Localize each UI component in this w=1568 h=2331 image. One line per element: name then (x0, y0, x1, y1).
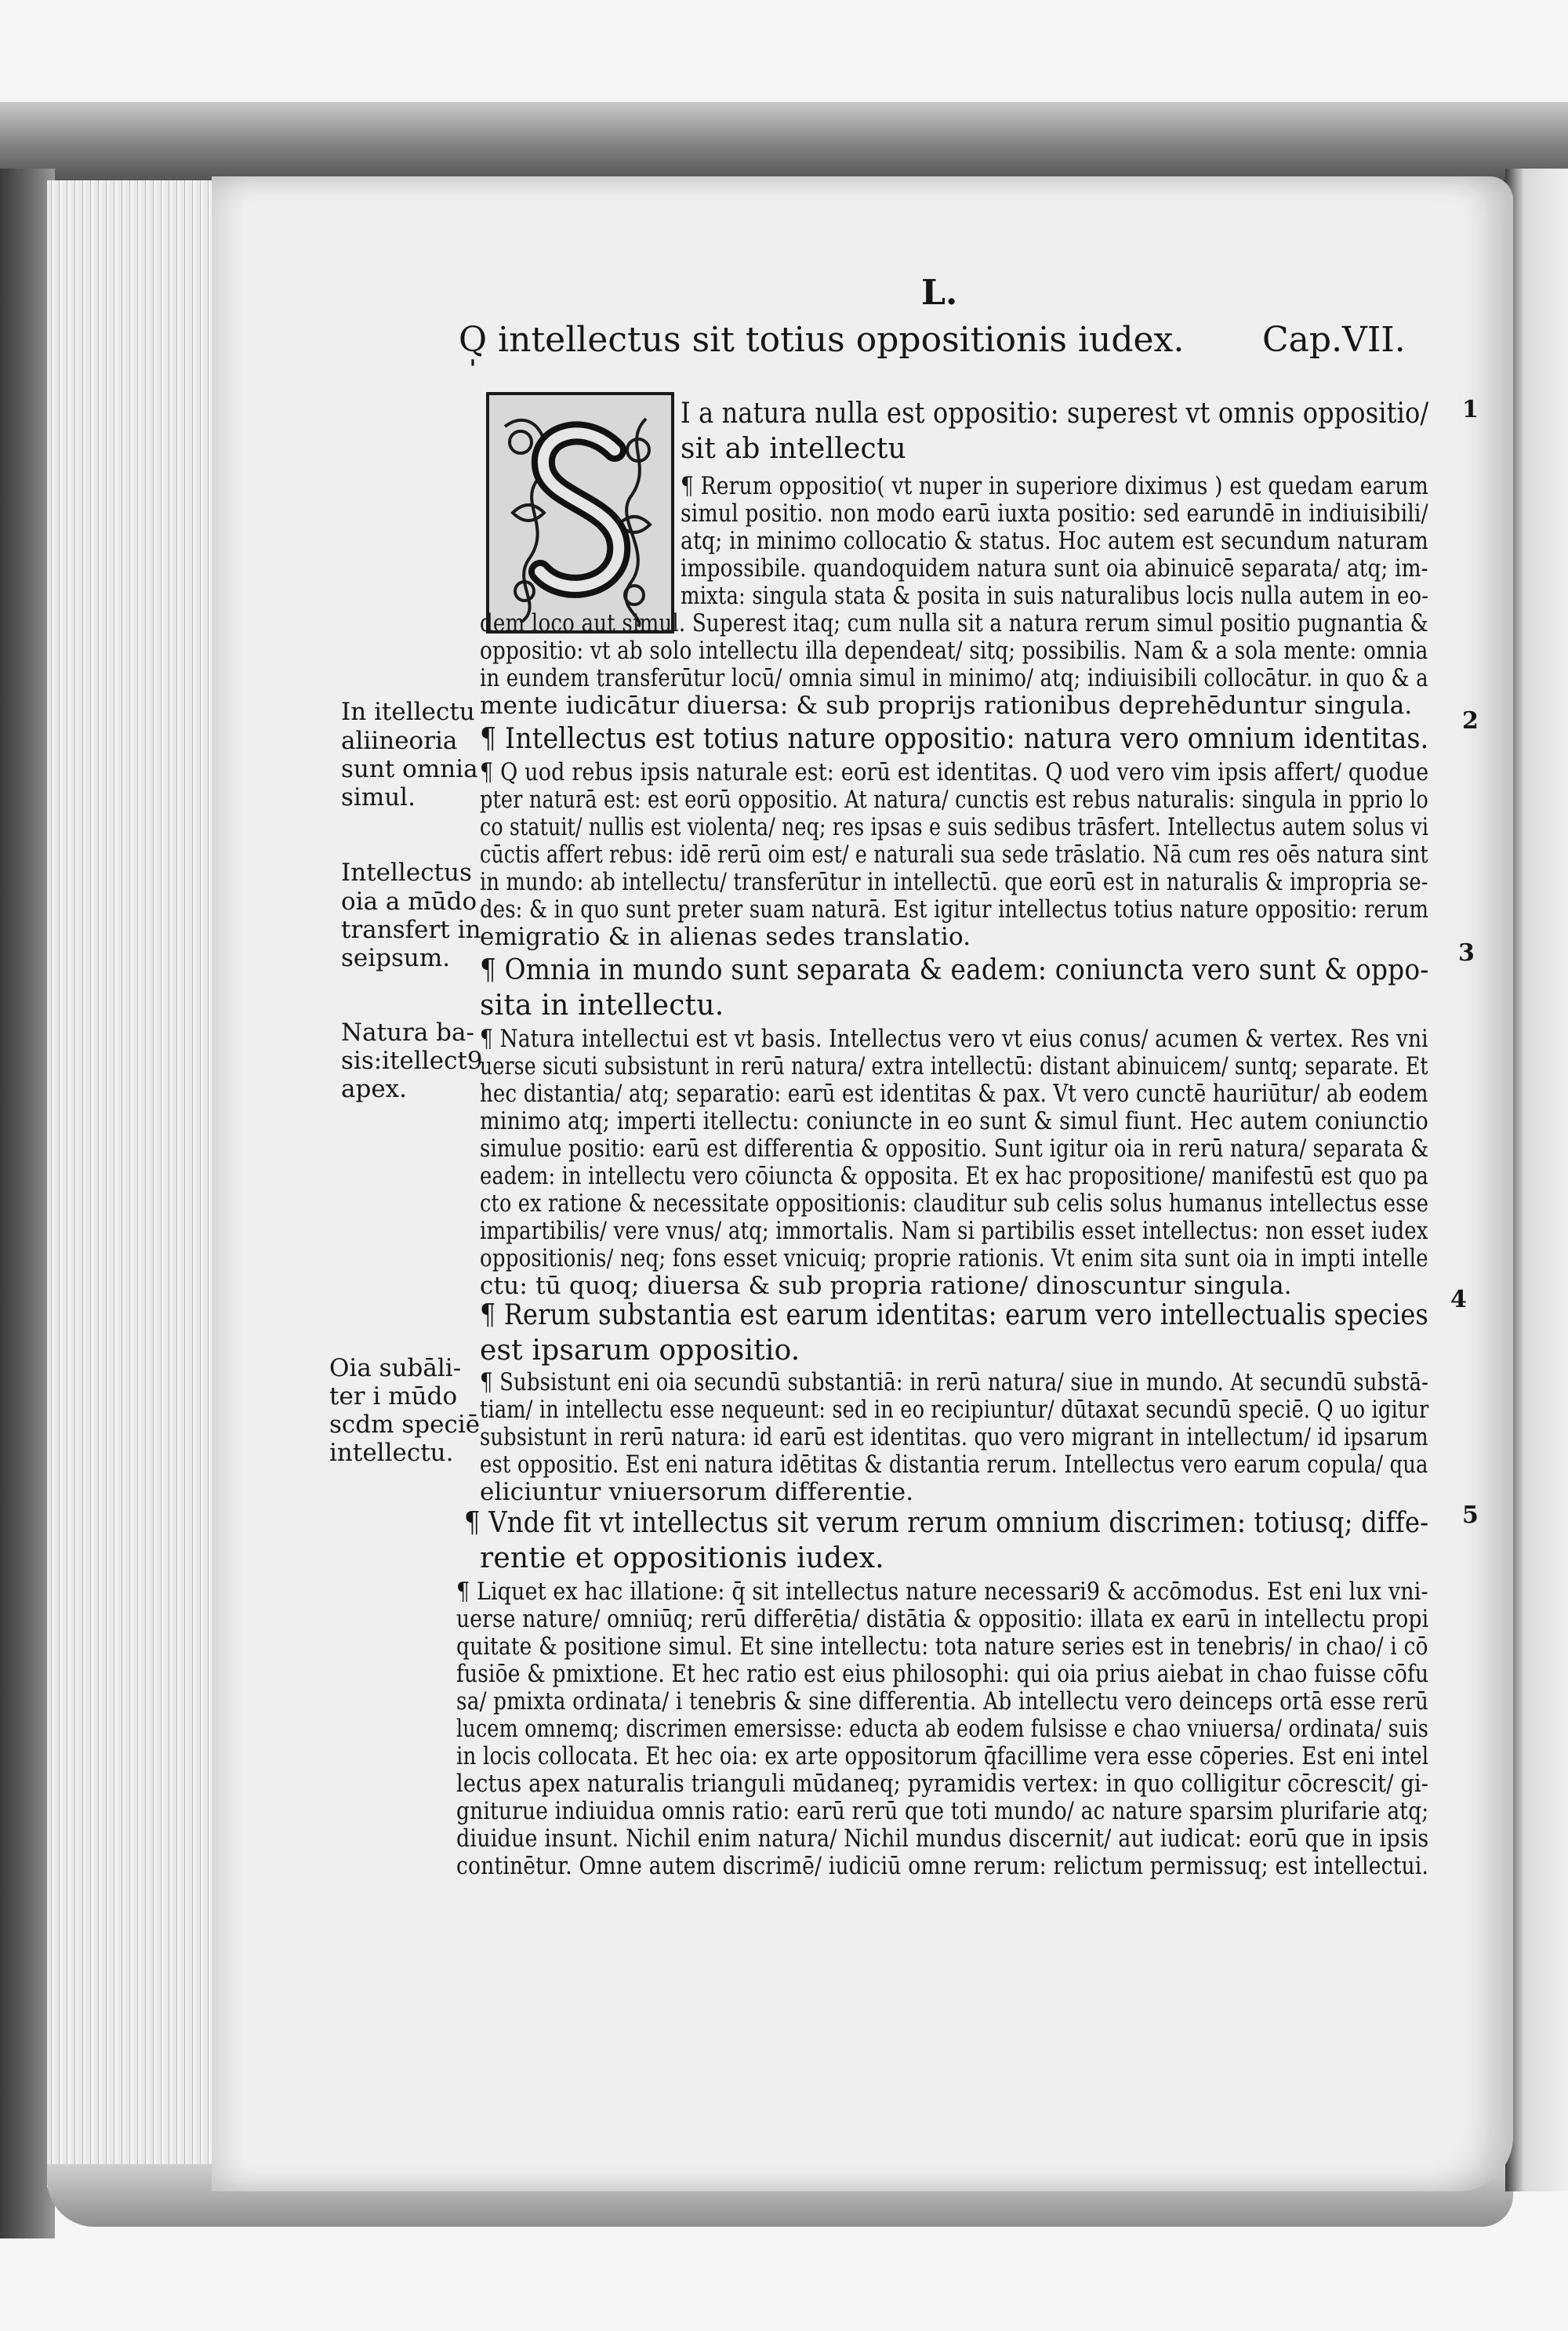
body-line: subsistunt in rerū natura: id earū est identitas. quo vero migrant in intellectum/ id ipsarum (480, 1423, 1428, 1451)
paragraph-number: 1 (1462, 396, 1479, 423)
margin-note-line: Intellectus (341, 859, 472, 887)
body-line: in eundem transferūtur locū/ omnia simul in minimo/ atq; indiuisibili collocātur. in quo & a (480, 664, 1428, 692)
margin-note-line: oia a mūdo (341, 888, 477, 916)
body-line: simul positio. non modo earū iuxta positio: sed earundē in indiuisibili/ (681, 499, 1428, 528)
margin-note-line: Natura ba- (341, 1018, 474, 1047)
paragraph-number: 3 (1458, 939, 1475, 967)
margin-note-line: aliineoria (341, 727, 458, 755)
margin-note-line: sunt omnia (341, 755, 478, 783)
margin-note-line: scdm speciē (329, 1411, 481, 1439)
body-line: oppositio: vt ab solo intellectu illa dependeat/ sitq; possibilis. Nam & a sola mente: omnia (480, 637, 1428, 665)
body-line: cūctis affert rebus: idē rerū oim est/ e naturali sua sede trāslatio. Nā cum res oēs natura sint (480, 841, 1428, 869)
body-line: rentie et oppositionis iudex. (480, 1542, 884, 1574)
body-line: hec distantia/ atq; separatio: earū est identitas & pax. Vt vero cunctē hauriūtur/ ab eodem (480, 1080, 1428, 1108)
body-line: ¶ Vnde fit vt intellectus sit verum rerum omnium discrimen: totiusq; diffe- (464, 1507, 1429, 1539)
margin-note-line: transfert in (341, 916, 481, 944)
body-line: ¶ Rerum oppositio( vt nuper in superiore diximus ) est quedam earum (681, 472, 1428, 500)
margin-note-line: In itellectu (341, 698, 475, 726)
body-line: emigratio & in alienas sedes translatio. (480, 923, 971, 951)
body-line: est ipsarum oppositio. (480, 1334, 800, 1367)
body-line: uerse sicuti subsistunt in rerū natura/ extra intellectū: distant abinuicem/ suntq; separate. Et (480, 1052, 1428, 1080)
body-line: eadem: in intellectu vero cōiuncta & opposita. Et ex hac propositione/ manifestū est quo pa (480, 1162, 1428, 1190)
margin-note-line: apex. (341, 1075, 408, 1103)
body-line: simulue positio: earū est differentia & oppositio. Sunt igitur oia in rerū natura/ separata & (480, 1135, 1429, 1163)
body-line: lectus apex naturalis trianguli mūdaneq; pyramidis vertex: in quo colligitur cōcrescit/ gi- (456, 1770, 1429, 1798)
body-line: gniturue indiuidua omnis ratio: earū rerū que toti mundo/ ac nature sparsim plurifarie atq; (456, 1797, 1429, 1825)
body-line: I a natura nulla est oppositio: superest vt omnis oppositio/ (681, 398, 1429, 430)
body-line: co statuit/ nullis est violenta/ neq; res ipsas e suis sedibus trāsfert. Intellectus autem solus vi (480, 813, 1429, 841)
body-line: mente iudicātur diuersa: & sub proprijs rationibus deprehēduntur singula. (480, 692, 1413, 720)
body-line: in mundo: ab intellectu/ transferūtur in intellectū. que eorū est in naturalis & impropria se- (480, 868, 1428, 896)
body-line: minimo atq; imperti itellectu: coniuncte in eo sunt & simul fiunt. Hec autem coniunctio (480, 1107, 1428, 1135)
body-line: ctu: tū quoq; diuersa & sub propria ratione/ dinoscuntur singula. (480, 1272, 1292, 1300)
paragraph-number: 4 (1450, 1286, 1467, 1313)
margin-note-line: ter i mūdo (329, 1382, 458, 1411)
running-title: Q̩ intellectus sit totius oppositionis iudex. (459, 320, 1185, 360)
body-line: sit ab intellectu (681, 433, 906, 465)
body-line: est oppositio. Est eni natura idētitas & distantia rerum. Intellectus vero earum copula/ qua (480, 1451, 1428, 1479)
body-line: pter naturā est: est eorū oppositio. At natura/ cunctis est rebus naturalis: singula in pprio lo (480, 786, 1428, 814)
body-line: diuidue insunt. Nichil enim natura/ Nichil mundus discernit/ aut iudicat: eorū que in ipsis (456, 1824, 1429, 1853)
body-line: eliciuntur vniuersorum differentie. (480, 1478, 914, 1506)
body-line: impossibile. quandoquidem natura sunt oia abinuicē separata/ atq; im- (681, 554, 1428, 583)
body-line: quitate & positione simul. Et sine intellectu: tota nature series est in tenebris/ in chao/ i cō (456, 1632, 1428, 1661)
page-edges-stack (47, 180, 220, 2188)
body-line: sa/ pmixta ordinata/ i tenebris & sine differentia. Ab intellectu vero deinceps ortā esse rerū (456, 1687, 1429, 1716)
body-line: cto ex ratione & necessitate oppositionis: clauditur sub celis solus humanus intellectus esse (480, 1189, 1429, 1218)
margin-note-line: sis:itellect9 (341, 1047, 483, 1075)
margin-note-line: seipsum. (341, 944, 451, 972)
chapter-label: Cap.VII. (1262, 320, 1406, 360)
body-line: des: & in quo sunt preter suam naturā. Est igitur intellectus totius nature oppositio: rerum (480, 895, 1429, 924)
margin-note-line: intellectu. (329, 1439, 454, 1467)
folio-number: L. (921, 273, 958, 313)
body-line: continētur. Omne autem discrimē/ iudiciū omne rerum: relictum permissuq; est intellectui. (456, 1852, 1429, 1880)
facing-page-edge (1505, 169, 1568, 2191)
decorated-initial-s (486, 392, 674, 634)
body-line: tiam/ in intellectu esse nequeunt: sed in eo recipiuntur/ dūtaxat secundū speciē. Q uo igitur (480, 1396, 1429, 1424)
body-line: ¶ Rerum substantia est earum identitas: earum vero intellectualis species (480, 1299, 1428, 1331)
body-line: mixta: singula stata & posita in suis naturalibus locis nulla autem in eo- (681, 582, 1429, 610)
margin-note-line: simul. (341, 783, 416, 811)
body-line: dem loco aut simul. Superest itaq; cum nulla sit a natura rerum simul positio pugnantia & (480, 609, 1428, 637)
body-line: impartibilis/ vere vnus/ atq; immortalis. Nam si partibilis esset intellectus: non esset iudex (480, 1217, 1428, 1245)
body-line: atq; in minimo collocatio & status. Hoc autem est secundum naturam (681, 527, 1428, 555)
body-line: uerse nature/ omniūq; rerū differētia/ distātia & oppositio: illata ex earū in intellectu propi (456, 1605, 1429, 1633)
paragraph-number: 2 (1462, 707, 1479, 735)
decorated-initial-s-icon (489, 395, 671, 630)
body-line: ¶ Q uod rebus ipsis naturale est: eorū est identitas. Q uod vero vim ipsis affert/ quodue (480, 758, 1429, 786)
body-line: ¶ Subsistunt eni oia secundū substantiā: in rerū natura/ siue in mundo. At secundū substā- (480, 1368, 1429, 1396)
book-cover-board (0, 102, 1568, 188)
body-line: lucem omnemq; discrimen emersisse: educta ab eodem fulsisse e chao vniuersa/ ordinata/ suis (456, 1715, 1428, 1743)
body-line: oppositionis/ neq; fons esset vnicuiq; proprie rationis. Vt enim sita sunt oia in impti intelle (480, 1244, 1428, 1273)
body-line: fusiōe & pmixtione. Et hec ratio est eius philosophi: qui oia prius aiebat in chao fuisse cōfu (456, 1660, 1429, 1688)
body-line: ¶ Natura intellectui est vt basis. Intellectus vero vt eius conus/ acumen & vertex. Res vni (480, 1025, 1428, 1053)
body-line: ¶ Liquet ex hac illatione: q̄ sit intellectus nature necessari9 & accōmodus. Est eni lux vni- (456, 1578, 1428, 1606)
paragraph-number: 5 (1462, 1501, 1479, 1529)
margin-note-line: Oia subāli- (329, 1354, 462, 1382)
body-line: sita in intellectu. (480, 989, 724, 1022)
body-line: in locis collocata. Et hec oia: ex arte oppositorum q̄facillime vera esse cōperies. Est eni intel (456, 1742, 1429, 1770)
body-line: ¶ Omnia in mundo sunt separata & eadem: coniuncta vero sunt & oppo- (480, 954, 1429, 986)
body-line: ¶ Intellectus est totius nature oppositio: natura vero omnium identitas. (480, 723, 1429, 755)
